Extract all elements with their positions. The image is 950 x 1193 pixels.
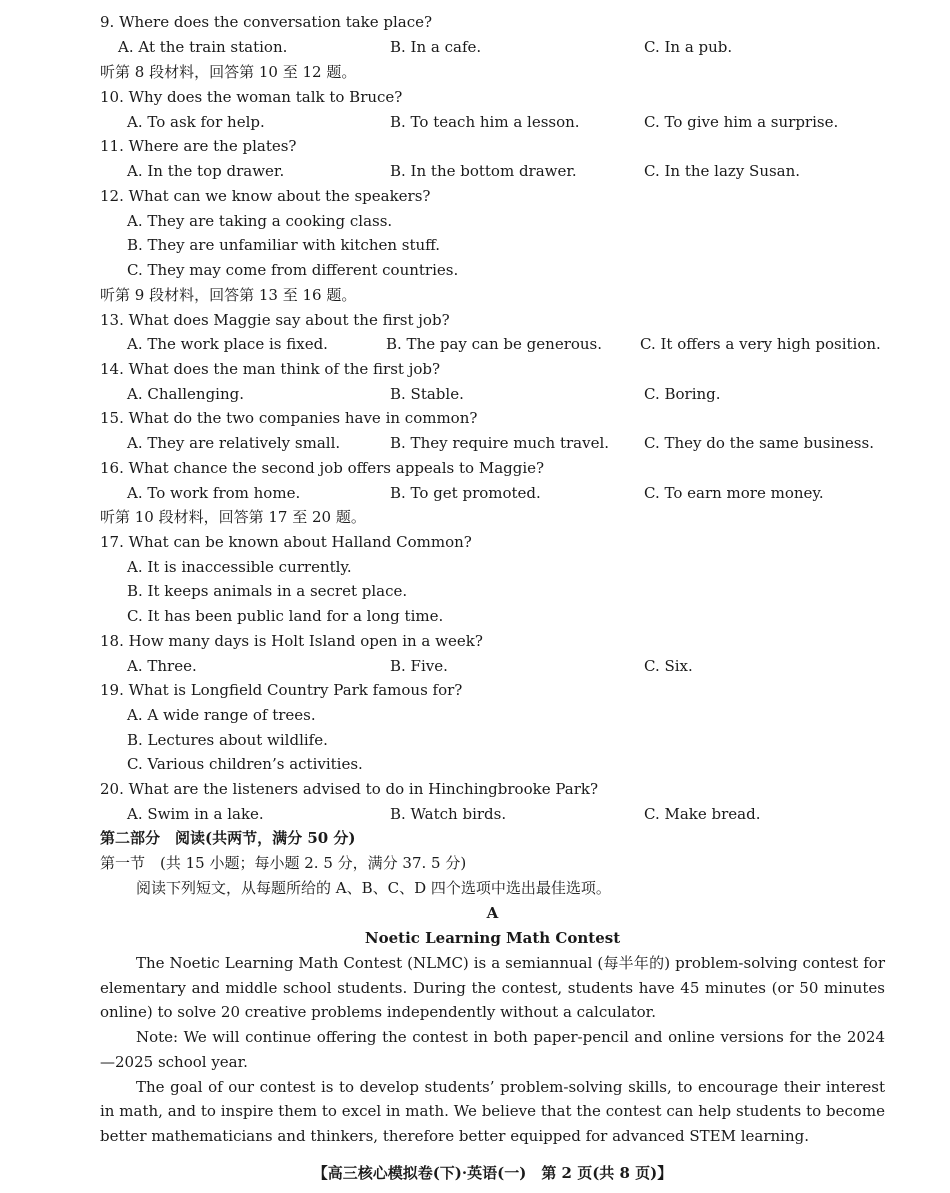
option-b: B. It keeps animals in a secret place. <box>127 582 408 600</box>
passage-body <box>100 951 885 1149</box>
option-b: B. Stable. <box>390 385 464 403</box>
option-c: C. Make bread. <box>644 805 761 823</box>
option-c: C. In the lazy Susan. <box>644 162 801 180</box>
question-16: 16. What chance the second job offers appeals to Maggie? <box>100 459 545 477</box>
option-b: B. To get promoted. <box>390 484 541 502</box>
question-14: 14. What does the man think of the first job? <box>100 360 441 378</box>
question-9: 9. Where does the conversation take place? <box>100 13 433 31</box>
section-instruction: 听第 10 段材料，回答第 17 至 20 题。 <box>100 508 366 526</box>
question-10: 10. Why does the woman talk to Bruce? <box>100 88 403 106</box>
paragraph: Note: We will continue offering the contest in both paper-pencil and online versions for the 2024—2025 school year. <box>100 1028 885 1071</box>
paragraph: The Noetic Learning Math Contest (NLMC) is a semiannual (每半年的) problem-solving contest for elementary and middle school students. During the contest, students have 45 minutes (or 50 minutes online) to solve 20 creative problems independently without a calculator. <box>100 954 885 1022</box>
option-a: A. To ask for help. <box>127 113 265 131</box>
option-a: A. Swim in a lake. <box>127 805 264 823</box>
option-a: A. A wide range of trees. <box>127 706 316 724</box>
option-a: A. The work place is fixed. <box>127 335 328 353</box>
option-c: C. It offers a very high position. <box>640 335 881 353</box>
question-15: 15. What do the two companies have in common? <box>100 409 478 427</box>
part-title: 第二部分 阅读(共两节，满分 50 分) <box>100 829 356 847</box>
option-c: C. To earn more money. <box>644 484 824 502</box>
option-c: C. They may come from different countries. <box>127 261 459 279</box>
option-b: B. The pay can be generous. <box>386 335 603 353</box>
option-c: C. Boring. <box>644 385 721 403</box>
option-b: B. In a cafe. <box>390 38 482 56</box>
option-a: A. It is inaccessible currently. <box>127 558 352 576</box>
question-12: 12. What can we know about the speakers? <box>100 187 431 205</box>
question-19: 19. What is Longfield Country Park famous for? <box>100 681 463 699</box>
option-c: C. In a pub. <box>644 38 733 56</box>
question-20: 20. What are the listeners advised to do in Hinchingbrooke Park? <box>100 780 599 798</box>
option-c: C. It has been public land for a long time. <box>127 607 444 625</box>
question-11: 11. Where are the plates? <box>100 137 297 155</box>
paragraph: The goal of our contest is to develop students’ problem-solving skills, to encourage their interest in math, and to inspire them to excel in math. We believe that the contest can help students to become better mathematicians and thinkers, therefore better equipped for advanced STEM learning. <box>100 1077 885 1145</box>
option-b: B. They are unfamiliar with kitchen stuff. <box>127 236 441 254</box>
page-footer: 【高三核心模拟卷(下)·英语(一) 第 2 页(共 8 页)】 <box>312 1164 673 1182</box>
option-b: B. They require much travel. <box>390 434 610 452</box>
question-13: 13. What does Maggie say about the first job? <box>100 311 450 329</box>
option-a: A. Challenging. <box>127 385 245 403</box>
option-b: B. Lectures about wildlife. <box>127 731 328 749</box>
option-b: B. Watch birds. <box>390 805 507 823</box>
option-b: B. Five. <box>390 657 448 675</box>
option-b: B. To teach him a lesson. <box>390 113 580 131</box>
option-a: A. In the top drawer. <box>127 162 285 180</box>
question-17: 17. What can be known about Halland Common? <box>100 533 472 551</box>
option-a: A. They are relatively small. <box>127 434 341 452</box>
passage-letter: A <box>486 904 499 922</box>
option-c: C. Various children’s activities. <box>127 755 363 773</box>
section-heading: 第一节 (共 15 小题；每小题 2. 5 分，满分 37. 5 分) <box>100 854 467 872</box>
option-b: B. In the bottom drawer. <box>390 162 577 180</box>
section-instruction: 听第 8 段材料，回答第 10 至 12 题。 <box>100 63 357 81</box>
option-a: A. Three. <box>127 657 197 675</box>
reading-instruction: 阅读下列短文，从每题所给的 A、B、C、D 四个选项中选出最佳选项。 <box>136 879 611 897</box>
option-a: A. They are taking a cooking class. <box>127 212 393 230</box>
question-18: 18. How many days is Holt Island open in a week? <box>100 632 483 650</box>
option-c: C. Six. <box>644 657 693 675</box>
option-c: C. To give him a surprise. <box>644 113 839 131</box>
option-a: A. To work from home. <box>127 484 301 502</box>
option-a: A. At the train station. <box>118 38 288 56</box>
passage-title: Noetic Learning Math Contest <box>364 929 621 947</box>
section-instruction: 听第 9 段材料，回答第 13 至 16 题。 <box>100 286 357 304</box>
option-c: C. They do the same business. <box>644 434 874 452</box>
